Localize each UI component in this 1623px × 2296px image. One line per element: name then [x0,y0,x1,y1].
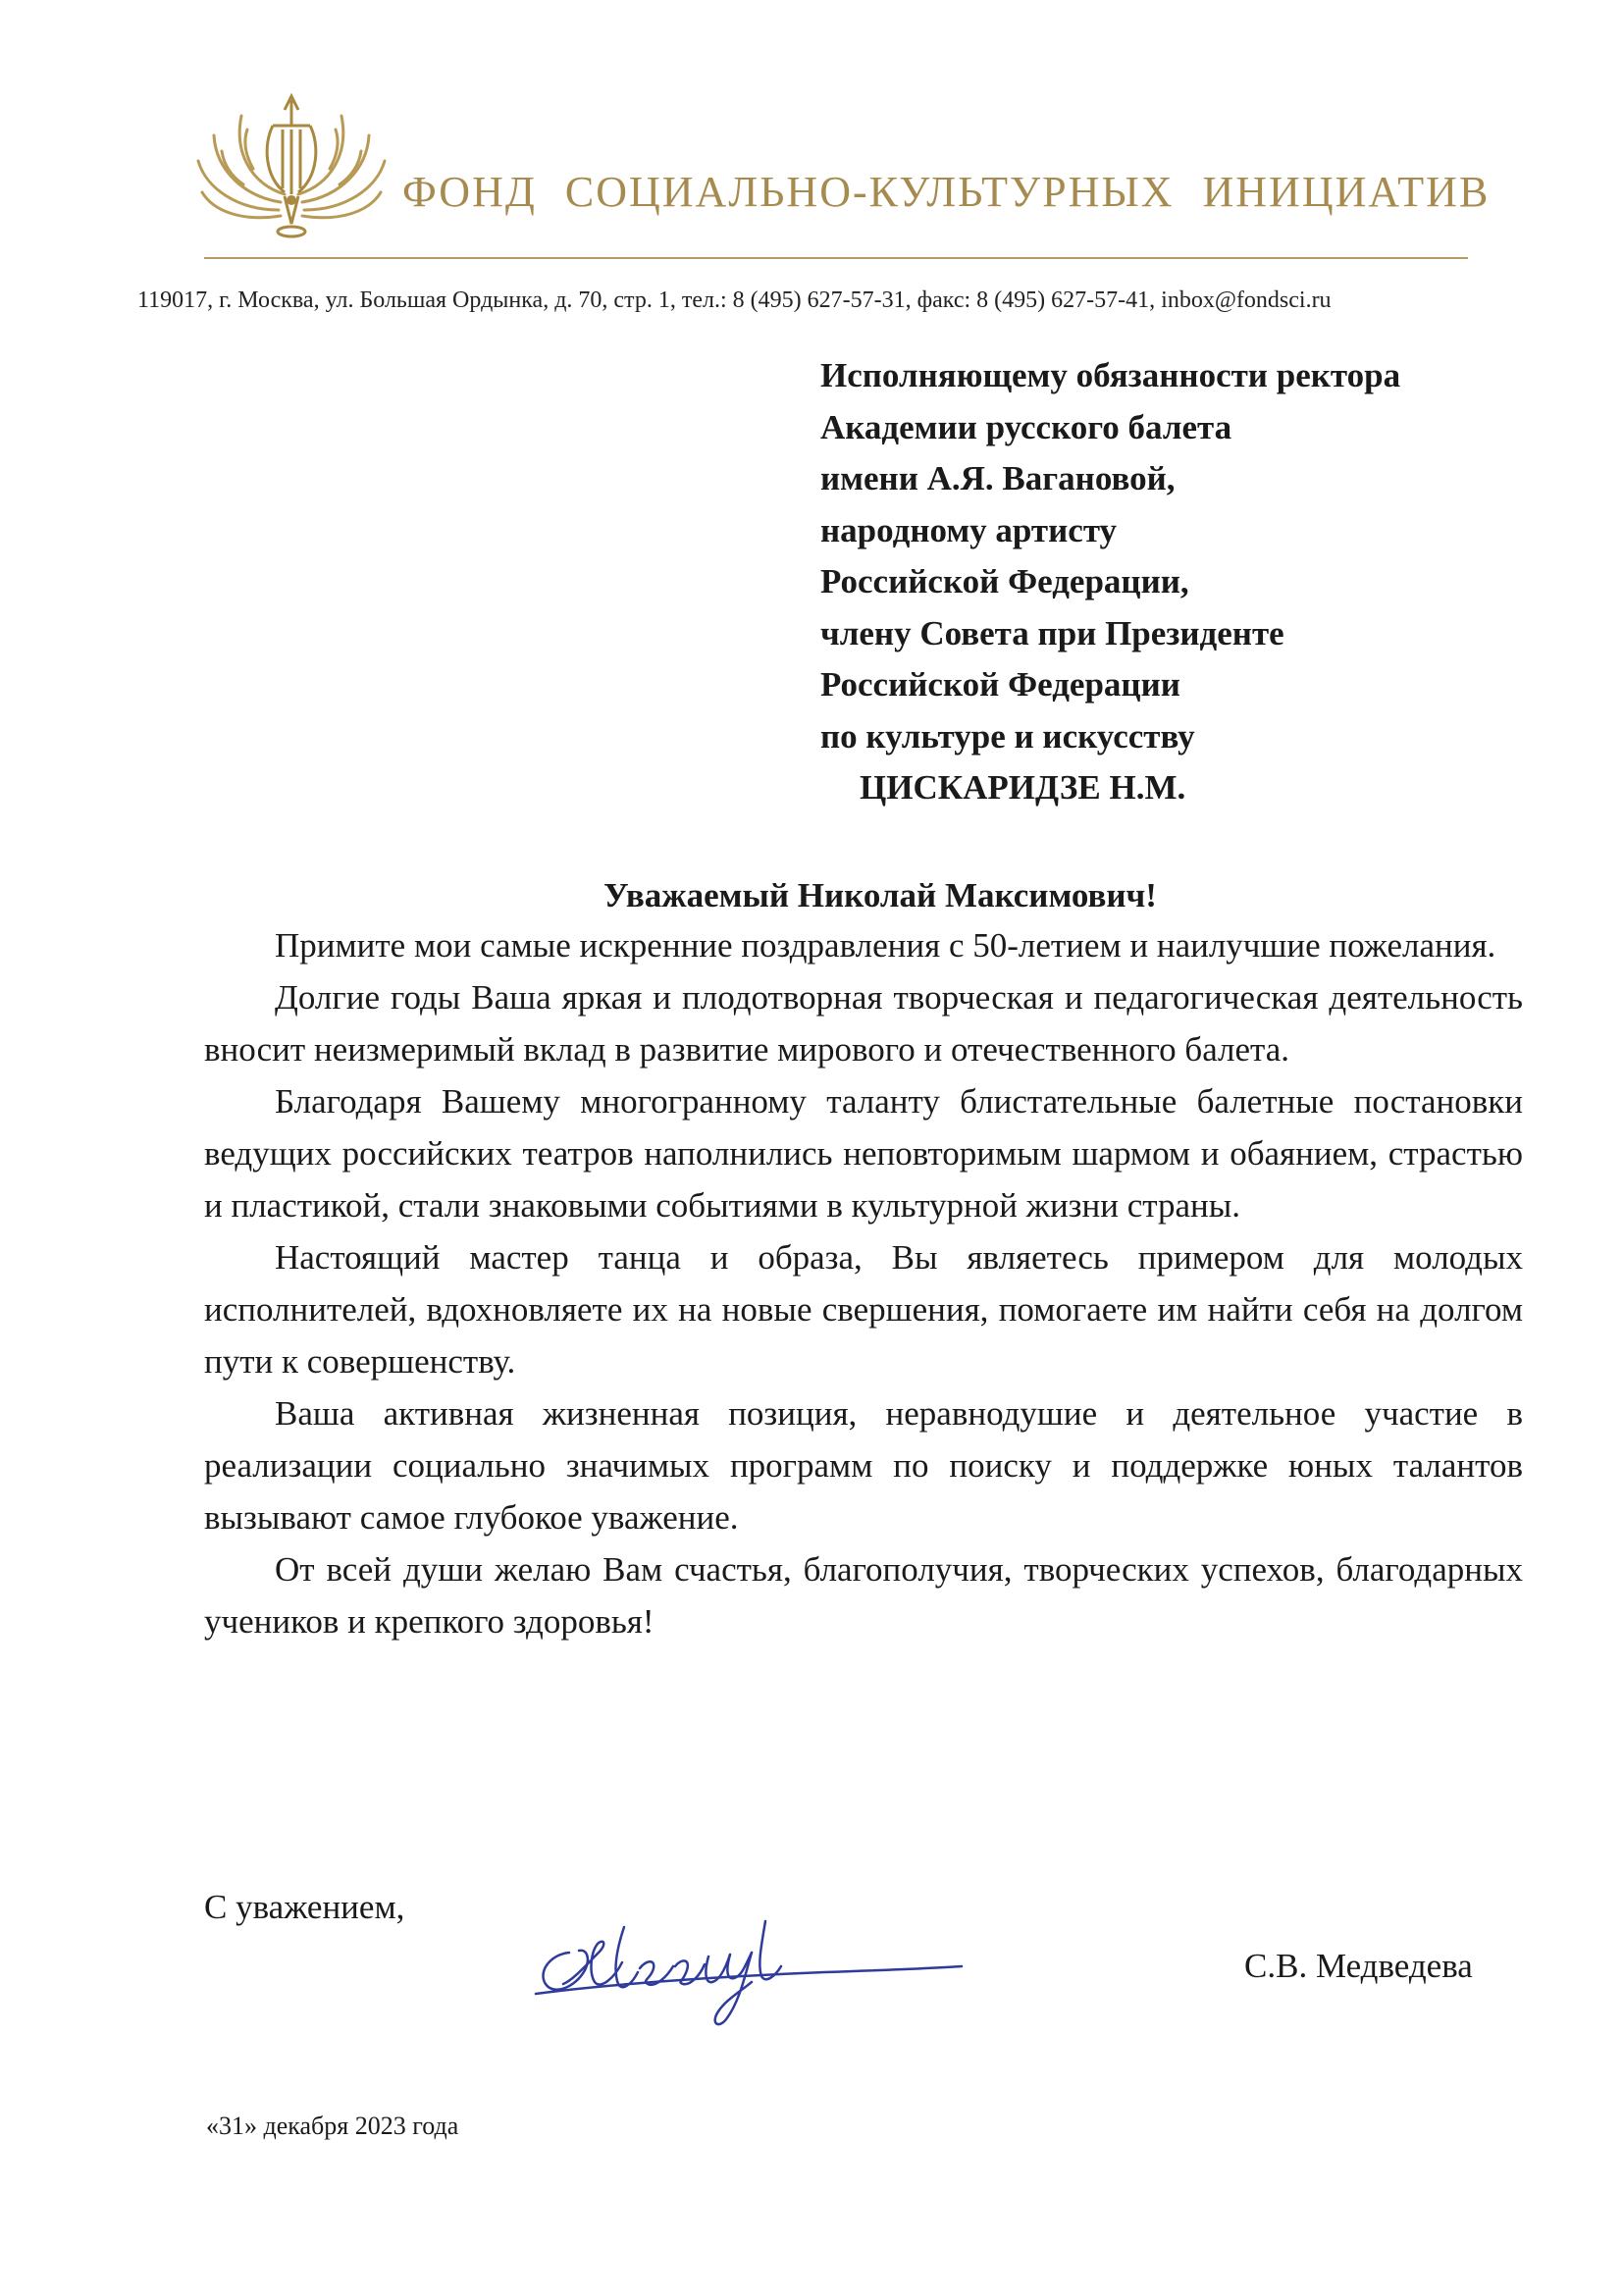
letter-date: «31» декабря 2023 года [206,2112,459,2140]
letterhead-divider [204,257,1468,259]
signer-name: С.В. Медведева [1244,1947,1473,1985]
recipient-line: Академии русского балета [820,407,1232,446]
body-paragraph: Ваша активная жизненная позиция, неравнодушие и деятельное участие в реализации социально значимых программ по поиску и поддержке юных талантов вызывают самое глубокое уважение. [204,1394,1523,1537]
recipient-line: Российской Федерации [820,665,1180,704]
recipient-line: Российской Федерации, [820,562,1189,600]
recipient-line: народному артисту [820,510,1118,549]
recipient-line: члену Совета при Президенте [820,613,1284,652]
recipient-line: по культуре и искусству [820,716,1195,756]
recipient-name: ЦИСКАРИДЗЕ Н.М. [860,768,1186,807]
closing-phrase: С уважением, [204,1888,405,1926]
body-paragraph: От всей души желаю Вам счастья, благополучия, творческих успехов, благодарных учеников и крепкого здоровья! [204,1550,1523,1641]
organization-address: 119017, г. Москва, ул. Большая Ордынка, д. 70, стр. 1, тел.: 8 (495) 627-57-31, факс: 8 (495) 627-57-41, inbox@fondsci.ru [137,287,1332,313]
lyre-wings-logo-icon [194,86,389,241]
body-paragraph: Настоящий мастер танца и образа, Вы являетесь примером для молодых исполнителей, вдохновляете их на новые свершения, помогаете им найти себя на долгом пути к совершенству. [204,1238,1523,1381]
body-paragraph: Примите мои самые искренние поздравления с 50-летием и наилучшие пожелания. [275,926,1496,965]
recipient-block [820,350,1527,814]
organization-name: ФОНД СОЦИАЛЬНО-КУЛЬТУРНЫХ ИНИЦИАТИВ [402,168,1491,216]
recipient-line: Исполняющему обязанности ректора [820,356,1401,394]
body-paragraph: Долгие годы Ваша яркая и плодотворная творческая и педагогическая деятельность вносит неизмеримый вклад в развитие мирового и отечественного балета. [204,978,1523,1069]
body-paragraph: Благодаря Вашему многогранному таланту блистательные балетные постановки ведущих российских театров наполнились неповторимым шармом и обаянием, страстью и пластикой, стали знаковыми событиями в культурной жизни страны. [204,1082,1523,1225]
salutation: Уважаемый Николай Максимович! [603,876,1157,914]
handwritten-signature-icon [530,1894,971,2036]
letter-body [204,919,1523,1647]
recipient-line: имени А.Я. Вагановой, [820,459,1176,497]
